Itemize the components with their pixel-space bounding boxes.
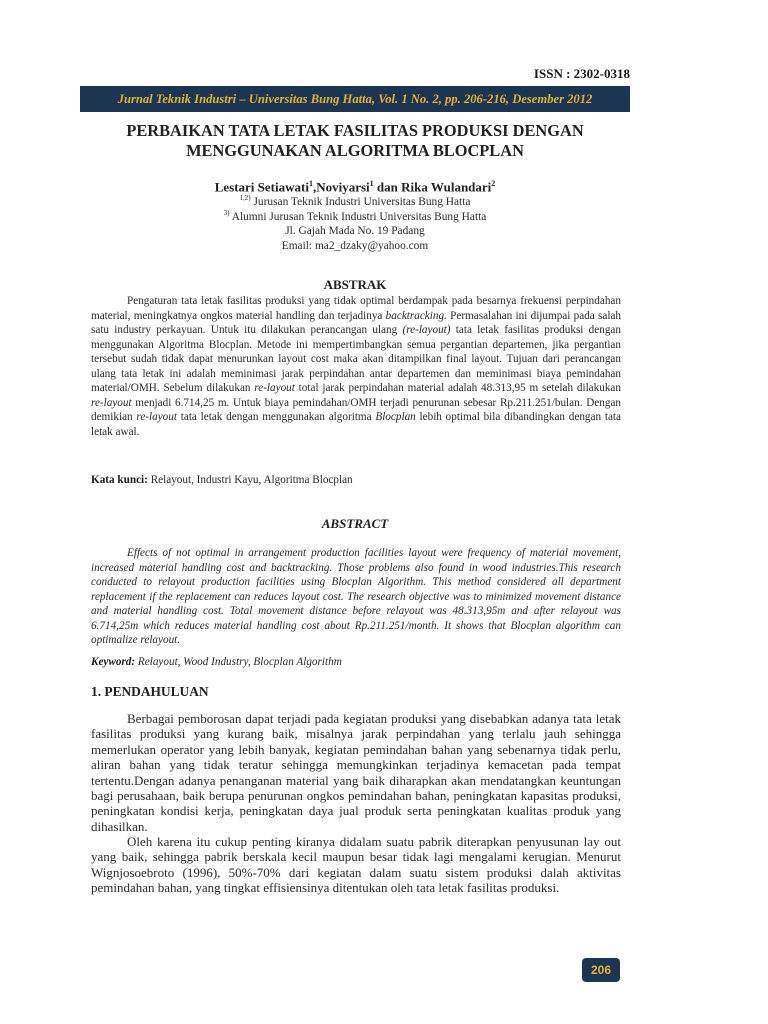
abstrak-italic: re-layout	[136, 411, 177, 423]
abstrak-italic: re-layout	[254, 382, 295, 394]
abstrak-text: Permasalahan ini dijumpai pada salah satu industry perkayuan. Untuk itu dilakukan perancangan ulang	[91, 309, 621, 336]
abstrak-heading: ABSTRAK	[323, 277, 387, 292]
page-number-badge	[582, 958, 620, 982]
abstrak-italic: backtracking.	[385, 309, 447, 322]
author-affiliation-mark: 1	[369, 179, 374, 188]
abstrak-text: total jarak perpindahan material adalah 48.313,95 m setelah dilakukan	[294, 382, 621, 394]
body-paragraph-2: Oleh karena itu cukup penting kiranya didalam suatu pabrik diterapkan penyusunan lay out yang baik, sehingga pabrik berskala kecil maupun besar tidak lagi mengalami kerugian. Menurut Wignjosoebroto (1996), 50%-70% dari kegiatan dalam suatu sistem produksi dalah aktivitas pemindahan bahan, yang tingkat effisiensinya ditentukan oleh tata letak fasilitas produksi.	[91, 834, 621, 896]
affiliation-text: Alumni Jurusan Teknik Industri Universitas Bung Hatta	[229, 210, 487, 223]
kata-kunci-value: Relayout, Industri Kayu, Algoritma Blocplan	[147, 474, 353, 486]
affiliation-address: Jl. Gajah Mada No. 19 Padang	[285, 225, 425, 237]
abstrak-text: tata letak fasilitas produksi dengan menggunakan Algoritma Blocplan. Metode ini mempertimbangkan semua pergantian departemen, jika pergantian tersebut sudah tidak dapat menurunkan layout cost maka akan ditampilkan final layout. Tujuan dari perancangan ulang tata letak ini adalah meminimasi jarak perpindahan antar departemen dan meminimasi biaya pemindahan material/OMH. Sebelum dilakukan	[91, 324, 621, 394]
kata-kunci	[91, 474, 621, 486]
keyword-label: Keyword:	[91, 656, 136, 668]
affiliation-mark: 1,2)	[239, 194, 251, 202]
affiliation-email: Email: ma2_dzaky@yahoo.com	[281, 240, 429, 252]
page-number: 206	[590, 963, 612, 977]
abstrak-italic: re-layout	[91, 396, 132, 409]
section-heading-pendahuluan: 1. PENDAHULUAN	[91, 684, 209, 699]
paper-title	[80, 121, 630, 161]
affiliation-text: Jurusan Teknik Industri Universitas Bung Hatta	[250, 195, 471, 208]
abstrak-body	[91, 294, 621, 439]
abstract-body: Effects of not optimal in arrangement production facilities layout were frequency of material movement, increased material handling cost and backtracking. Those problems also found in wood industries.This research conducted to relayout production facilities using Blocplan Algorithm. This method considered all department replacement if the replacement can reduces layout cost. The research objective was to minimized movement distance and material handling cost. Total movement distance before relayout was 48.313,95m and after relayout was 6.714,25m which reduces material handling cost about Rp.211.251/month. It shows that Blocplan algorithm can optimalize relayout.	[91, 547, 621, 646]
keyword-value: Relayout, Wood Industry, Blocplan Algorithm	[135, 656, 342, 668]
author-affiliation-mark: 1	[308, 179, 313, 188]
author-name: Lestari Setiawati	[214, 179, 309, 195]
author-affiliation-mark: 2	[491, 179, 496, 188]
affiliation-1	[80, 194, 630, 208]
kata-kunci-label: Kata kunci:	[91, 474, 148, 486]
body-paragraph-1: Berbagai pemborosan dapat terjadi pada kegiatan produksi yang disebabkan adanya tata letak fasilitas produksi yang kurang baik, misalnya jarak perpindahan yang terlalu jauh sehingga memerlukan operator yang lebih banyak, kegiatan pemindahan bahan yang sebenarnya tidak perlu, aliran bahan yang tidak teratur sehingga memungkinkan terjadinya kemacetan pada tempat tertentu.Dengan adanya penanganan material yang baik diharapkan akan mendatangkan keuntungan bagi perusahaan, baik berupa penurunan ongkos pemindahan bahan, peningkatan kapasitas produksi, peningkatan kondisi kerja, peningkatan daya jual produk serta peningkatan kualitas produk yang dihasilkan.	[91, 711, 621, 834]
paper-title-line2: MENGGUNAKAN ALGORITMA BLOCPLAN	[186, 141, 524, 160]
abstrak-text: menjadi 6.714,25 m. Untuk biaya pemindahan/OMH terjadi penurunan sebesar Rp.211.251/bulan. Dengan demikian	[91, 396, 621, 423]
journal-banner-text: Jurnal Teknik Industri – Universitas Bung Hatta, Vol. 1 No. 2, pp. 206-216, Desember 2012	[117, 91, 593, 106]
affiliation-mark: 3)	[223, 209, 230, 217]
author-name: ,Noviyarsi	[312, 179, 370, 195]
author-list	[80, 179, 630, 195]
abstrak-text: lebih optimal bila dibandingkan dengan tata letak awal.	[91, 411, 621, 438]
keyword-en	[91, 656, 621, 668]
abstrak-text: tata letak dengan menggunakan algoritma	[176, 411, 376, 423]
issn-label: ISSN : 2302-0318	[533, 66, 630, 81]
abstrak-text: Pengaturan tata letak fasilitas produksi yang tidak optimal berdampak pada besarnya frekuensi perpindahan material, meningkatnya ongkos material handling dan terjadinya	[91, 295, 621, 322]
paper-title-line1: PERBAIKAN TATA LETAK FASILITAS PRODUKSI DENGAN	[126, 121, 584, 140]
journal-banner	[80, 86, 630, 112]
abstract-heading: ABSTRACT	[321, 516, 389, 531]
author-name: dan Rika Wulandari	[373, 179, 492, 195]
affiliation-2	[80, 209, 630, 223]
abstrak-italic: (re-layout)	[402, 324, 451, 336]
abstrak-italic: Blocplan	[375, 411, 416, 423]
